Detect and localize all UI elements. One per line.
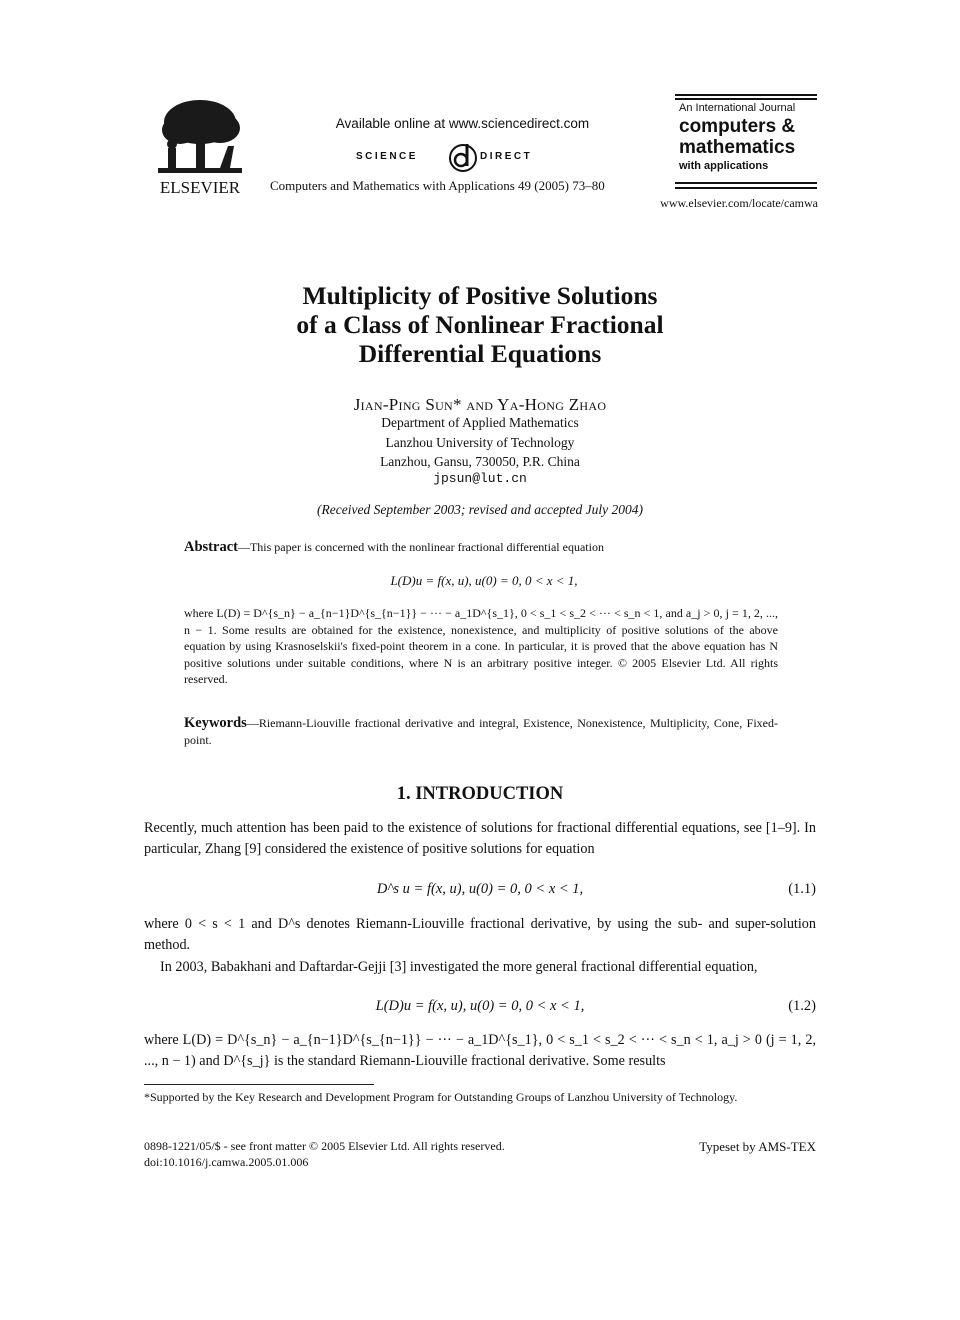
sciencedirect-logo (330, 140, 590, 174)
equation-1-1 (144, 881, 816, 901)
affiliation-line-3: Lanzhou, Gansu, 730050, P.R. China (380, 454, 580, 469)
equation-1-2 (144, 998, 816, 1018)
title-line-2: of a Class of Nonlinear Fractional (296, 310, 664, 339)
journal-masthead (675, 94, 817, 192)
journal-title-line2: mathematics (679, 137, 796, 158)
abstract-equation: L(D)u = f(x, u), u(0) = 0, 0 < x < 1, (390, 573, 578, 588)
affiliation-line-2: Lanzhou University of Technology (385, 434, 575, 450)
journal-url: www.elsevier.com/locate/camwa (660, 196, 818, 210)
title-line-1: Multiplicity of Positive Solutions (302, 281, 658, 310)
issn-line: 0898-1221/05/$ - see front matter © 2005 Elsevier Ltd. All rights reserved. (144, 1139, 505, 1153)
tree-logo-icon (150, 96, 250, 180)
footer-copyright (144, 1138, 644, 1170)
journal-intl-label: An International Journal (679, 102, 796, 114)
author-email: jpsun@lut.cn (433, 471, 527, 486)
paper-title (180, 281, 780, 368)
journal-title-line3: with applications (679, 160, 769, 172)
journal-citation: Computers and Mathematics with Applications 49 (2005) 73–80 (270, 178, 605, 193)
equation-1-2-body: L(D)u = f(x, u), u(0) = 0, 0 < x < 1, (375, 998, 585, 1014)
sciencedirect-d-icon (448, 140, 478, 174)
affiliation-line-1: Department of Applied Mathematics (381, 415, 579, 430)
abstract-label: Abstract (184, 539, 238, 555)
keywords-label: Keywords (184, 715, 247, 731)
footnote: *Supported by the Key Research and Development Program for Outstanding Groups of Lanzhou University of Technology. (144, 1090, 738, 1104)
available-online-text: Available online at www.sciencedirect.com (335, 116, 590, 131)
section-heading: 1. INTRODUCTION (396, 784, 564, 804)
intro-paragraph-1: Recently, much attention has been paid to the existence of solutions for fractional differential equations, see [1–9]. In particular, Zhang [9] considered the existence of positive solutions for equation (144, 820, 816, 857)
equation-1-1-body: D^s u = f(x, u), u(0) = 0, 0 < x < 1, (376, 881, 584, 897)
doi-line: doi:10.1016/j.camwa.2005.01.006 (144, 1155, 309, 1169)
science-word: SCIENCE (356, 151, 418, 162)
direct-word: DIRECT (480, 151, 533, 162)
received-dates: (Received September 2003; revised and accepted July 2004) (317, 502, 643, 517)
footnote-rule (144, 1084, 374, 1085)
abstract-text: where L(D) = D^{s_n} − a_{n−1}D^{s_{n−1}} − ··· − a_1D^{s_1}, 0 < s_1 < s_2 < ··· < s_n < 1, and a_j > 0, j = 1, 2, ..., n − 1. Some results are obtained for the existence, nonexistence, and multiplicity of positive solutions of the above equation by using Krasnoselskii's fixed-point theorem in a cone. In particular, it is proved that the above equation has N positive solutions under suitable conditions, where N is an arbitrary positive integer. © 2005 Elsevier Ltd. All rights reserved. (184, 606, 778, 687)
abstract-intro-text: —This paper is concerned with the nonlinear fractional differential equation (237, 540, 604, 554)
affiliation (180, 413, 780, 472)
abstract-intro (184, 539, 784, 556)
title-line-3: Differential Equations (358, 339, 602, 368)
publisher-name: ELSEVIER (159, 178, 241, 197)
intro-paragraph-3: In 2003, Babakhani and Daftardar-Gejji [3] investigated the more general fractional differential equation, (160, 959, 758, 975)
intro-paragraph-2: where 0 < s < 1 and D^s denotes Riemann-Liouville fractional derivative, by using the sub- and super-solution method. (144, 916, 816, 953)
equation-1-1-number: (1.1) (788, 881, 816, 897)
keywords (184, 715, 778, 749)
authors: Jian-Ping Sun* and Ya-Hong Zhao (353, 395, 607, 414)
journal-title-line1: computers & (679, 116, 796, 137)
keywords-text: —Riemann-Liouville fractional derivative and integral, Existence, Nonexistence, Multiplicity, Cone, Fixed-point. (184, 716, 778, 747)
intro-paragraph-4: where L(D) = D^{s_n} − a_{n−1}D^{s_{n−1}} − ··· − a_1D^{s_1}, 0 < s_1 < s_2 < ··· < s_n < 1, a_j > 0 (j = 1, 2, ..., n − 1) and D^{s_j} is the standard Riemann-Liouville fractional derivative. Some results (144, 1032, 816, 1069)
typeset-note: Typeset by AMS-TEX (699, 1139, 816, 1154)
equation-1-2-number: (1.2) (788, 998, 816, 1014)
